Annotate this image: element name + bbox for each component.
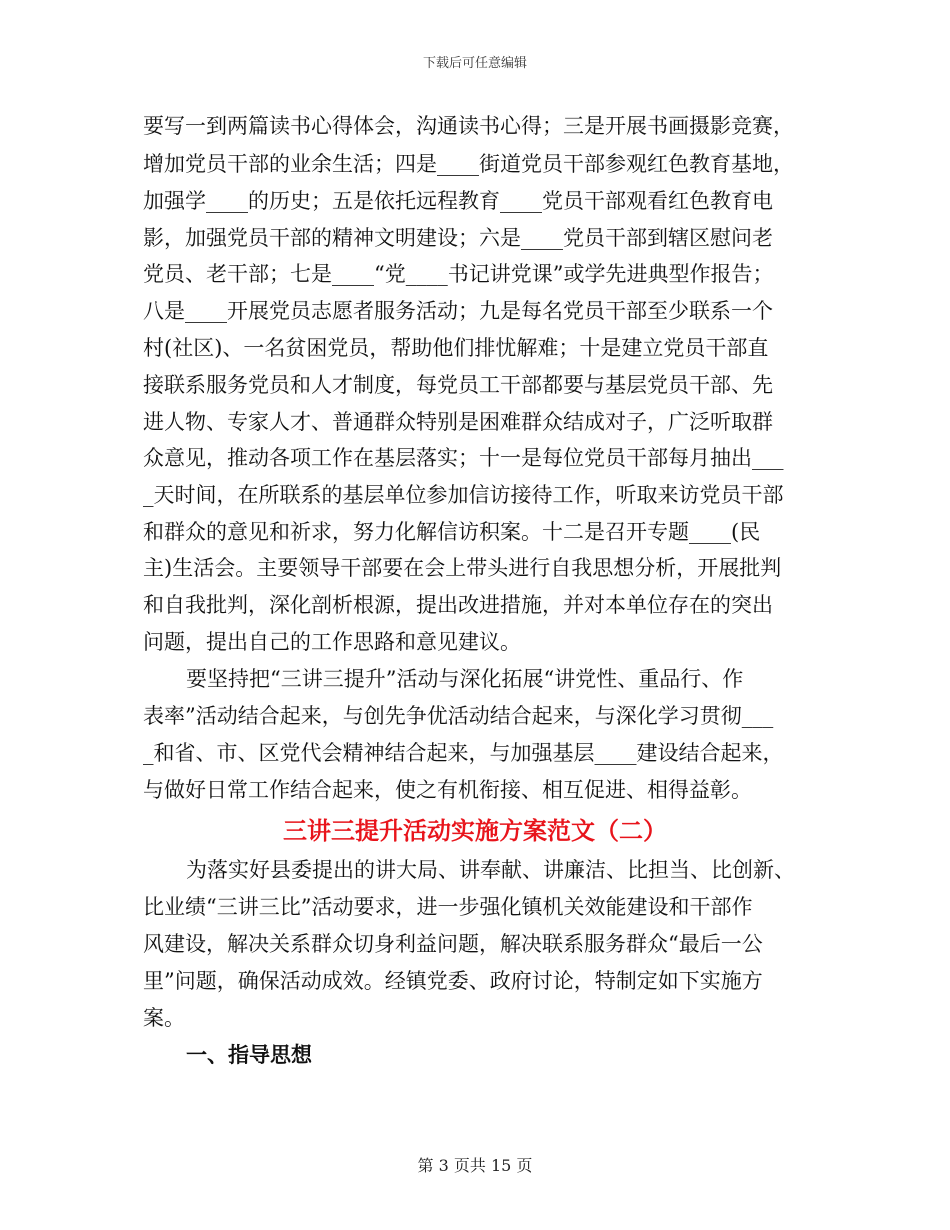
- page-footer: 第 3 页共 15 页: [417, 1156, 533, 1175]
- body-line: 村(社区)、一名贫困党员，帮助他们排忧解难；十是建立党员干部直: [143, 336, 769, 360]
- body-line: 影，加强党员干部的精神文明建设；六是____党员干部到辖区慰问老: [143, 226, 773, 250]
- section-title: 一、指导思想: [186, 1042, 312, 1067]
- body-line: 为落实好县委提出的讲大局、讲奉献、讲廉洁、比担当、比创新、: [186, 858, 795, 882]
- body-line: 里”问题，确保活动成效。经镇党委、政府讨论，特制定如下实施方: [143, 969, 763, 993]
- body-line: 问题，提出自己的工作思路和意见建议。: [143, 630, 521, 654]
- body-line: 表率”活动结合起来，与创先争优活动结合起来，与深化学习贯彻___: [143, 704, 774, 728]
- body-line: 八是____开展党员志愿者服务活动；九是每名党员干部至少联系一个: [143, 299, 773, 323]
- body-line: 党员、老干部；七是____“党____书记讲党课”或学先进典型作报告；: [143, 262, 774, 286]
- body-line: _和省、市、区党代会精神结合起来，与加强基层____建设结合起来，: [143, 741, 784, 765]
- body-line: 和群众的意见和祈求，努力化解信访积案。十二是召开专题____(民: [143, 520, 761, 544]
- body-line: 要写一到两篇读书心得体会，沟通读书心得；三是开展书画摄影竞赛，: [143, 114, 794, 138]
- body-line: 与做好日常工作结合起来，使之有机衔接、相互促进、相得益彰。: [143, 778, 752, 802]
- body-line: 主)生活会。主要领导干部要在会上带头进行自我思想分析，开展批判: [143, 556, 782, 580]
- body-line: 风建设，解决关系群众切身利益问题，解决联系服务群众“最后一公: [143, 932, 763, 956]
- body-line: 加强学____的历史；五是依托远程教育____党员干部观看红色教育电: [143, 189, 773, 213]
- body-line: 进人物、专家人才、普通群众特别是困难群众结成对子，广泛听取群: [143, 410, 773, 434]
- page-header-note: 下载后可任意编辑: [422, 56, 527, 71]
- document-heading: 三讲三提升活动实施方案范文（二）: [283, 816, 667, 845]
- body-line: 众意见，推动各项工作在基层落实；十一是每位党员干部每月抽出___: [143, 446, 784, 470]
- body-line: 增加党员干部的业余生活；四是____街道党员干部参观红色教育基地，: [143, 152, 794, 176]
- body-line: 案。: [143, 1006, 185, 1030]
- body-line: 要坚持把“三讲三提升”活动与深化拓展“讲党性、重品行、作: [186, 667, 744, 691]
- body-line: 接联系服务党员和人才制度，每党员工干部都要与基层党员干部、先: [143, 373, 773, 397]
- body-line: 和自我批判，深化剖析根源，提出改进措施，并对本单位存在的突出: [143, 593, 773, 617]
- body-line: _天时间，在所联系的基层单位参加信访接待工作，听取来访党员干部: [143, 483, 784, 507]
- body-line: 比业绩“三讲三比”活动要求，进一步强化镇机关效能建设和干部作: [143, 895, 753, 919]
